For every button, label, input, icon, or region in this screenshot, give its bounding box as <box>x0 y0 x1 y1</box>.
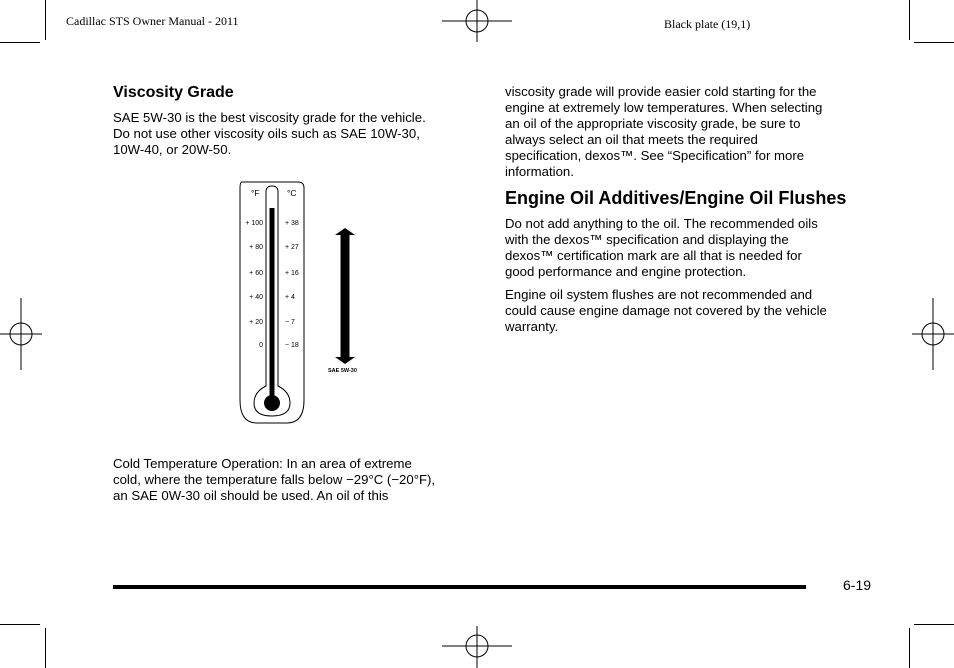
thermometer-figure <box>232 178 372 428</box>
arrow-label-sae-5w-30: SAE 5W-30 <box>328 368 357 374</box>
fahrenheit-unit-label: °F <box>251 188 260 198</box>
footer-rule <box>113 585 806 589</box>
celsius-tick: + 16 <box>285 270 299 277</box>
section-heading-oil-additives: Engine Oil Additives/Engine Oil Flushes <box>505 188 847 208</box>
fahrenheit-tick: + 80 <box>249 244 263 251</box>
fahrenheit-tick: + 40 <box>249 294 263 301</box>
fahrenheit-tick: + 60 <box>249 270 263 277</box>
celsius-tick: − 18 <box>285 342 299 349</box>
oil-additives-paragraph: Do not add anything to the oil. The recommended oils with the dexos™ specification and displaying the dexos™ certification mark are all that is needed for good performance and engine protection. <box>505 216 818 279</box>
celsius-unit-label: °C <box>287 188 297 198</box>
fahrenheit-tick: + 100 <box>245 220 263 227</box>
celsius-tick: + 4 <box>285 294 295 301</box>
cold-temperature-paragraph: Cold Temperature Operation: In an area of extreme cold, where the temperature falls below −29°C (−20°F), an SAE 0W-30 oil should be used. An oil of this <box>113 456 436 503</box>
oil-flushes-paragraph: Engine oil system flushes are not recommended and could cause engine damage not covered by the vehicle warranty. <box>505 287 827 334</box>
fahrenheit-tick: 0 <box>259 342 263 349</box>
section-heading-viscosity-grade: Viscosity Grade <box>113 84 234 101</box>
celsius-tick: + 38 <box>285 220 299 227</box>
fahrenheit-tick: + 20 <box>249 319 263 326</box>
celsius-tick: + 27 <box>285 244 299 251</box>
viscosity-range-arrow <box>335 228 355 364</box>
celsius-tick: − 7 <box>285 319 295 326</box>
viscosity-paragraph: SAE 5W-30 is the best viscosity grade for the vehicle. Do not use other viscosity oils such as SAE 10W-30, 10W-40, or 20W-50. <box>113 110 426 157</box>
viscosity-continued-paragraph: viscosity grade will provide easier cold starting for the engine at extremely low temperatures. When selecting an oil of the appropriate viscosity grade, be sure to always select an oil that meets the required specification, dexos™. See “Specification” for more information. <box>505 84 823 179</box>
header-plate-info: Black plate (19,1) <box>664 17 751 31</box>
header-manual-title: Cadillac STS Owner Manual - 2011 <box>66 14 239 28</box>
page-number: 6-19 <box>843 577 872 593</box>
